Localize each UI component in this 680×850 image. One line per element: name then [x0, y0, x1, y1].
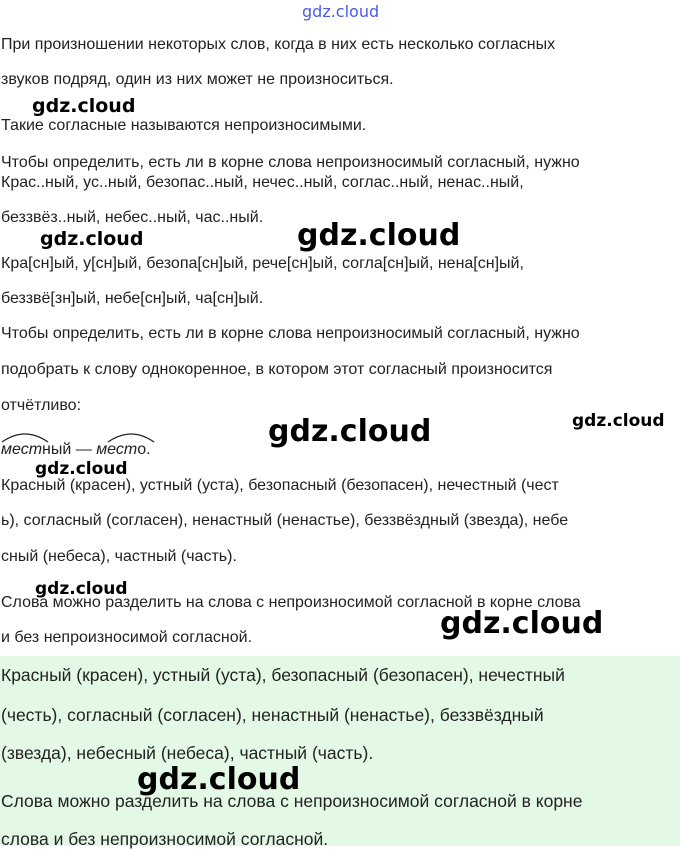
- example-dash: —: [71, 441, 97, 458]
- watermark: gdz.cloud: [572, 411, 665, 431]
- example-root-1: мест: [1, 441, 43, 458]
- rule-line-2: подобрать к слову однокоренное, в котором этот согласный произносится: [1, 361, 553, 378]
- answer-line-2: беззвё[зн]ый, небе[сн]ый, ча[сн]ый.: [1, 290, 264, 307]
- list2-line-3: (звезда), небесный (небеса), частный (часть).: [1, 743, 374, 763]
- summary2-line-2: слова и без непроизносимой согласной.: [1, 829, 329, 849]
- rule-line-1: Чтобы определить, есть ли в корне слова непроизносимый согласный, нужно: [1, 325, 580, 342]
- watermark: gdz.cloud: [35, 579, 128, 599]
- watermark: gdz.cloud: [32, 95, 136, 117]
- watermark: gdz.cloud: [35, 459, 128, 479]
- rule-line-3: отчётливо:: [1, 397, 82, 414]
- watermark-top: gdz.cloud: [302, 2, 380, 21]
- answer-line-1: Кра[сн]ый, у[сн]ый, безопа[сн]ый, рече[сн]ый, согла[сн]ый, нена[сн]ый,: [1, 255, 524, 272]
- summary1-line-2: и без непроизносимой согласной.: [1, 629, 253, 646]
- example-ending-1: ный: [42, 441, 72, 458]
- task-line-1: Крас..ный, ус..ный, безопас..ный, нечес..ный, соглас..ный, ненас..ный,: [1, 174, 524, 191]
- watermark: gdz.cloud: [137, 762, 301, 797]
- watermark: gdz.cloud: [40, 228, 144, 250]
- list2-line-1: Красный (красен), устный (уста), безопасный (безопасен), нечестный: [1, 665, 565, 685]
- list1-line-3: сный (небеса), частный (часть).: [1, 548, 237, 565]
- intro-line-3: Такие согласные называются непроизносимыми.: [1, 117, 367, 134]
- watermark: gdz.cloud: [297, 218, 461, 253]
- intro-line-2: звуков подряд, один из них может не произноситься.: [1, 71, 394, 88]
- task-line-2: беззвёз..ный, небес..ный, час..ный.: [1, 209, 264, 226]
- example-line: [1, 440, 151, 460]
- clipped-text-line: Чтобы определить, есть ли в корне слова непроизносимый согласный, нужно: [1, 154, 580, 171]
- list1-line-1: Красный (красен), устный (уста), безопасный (безопасен), нечестный (чест: [1, 477, 559, 494]
- summary1-line-1: Слова можно разделить на слова с непроизносимой согласной в корне слова: [1, 594, 581, 611]
- example-root-2: мест: [96, 441, 138, 458]
- example-ending-2: о.: [137, 441, 151, 458]
- list1-line-2: ь), согласный (согласен), ненастный (ненастье), беззвёздный (звезда), небе: [1, 512, 569, 529]
- list2-line-2: (честь), согласный (согласен), ненастный (ненастье), беззвёздный: [1, 705, 544, 725]
- intro-line-1: При произношении некоторых слов, когда в них есть несколько согласных: [1, 36, 556, 53]
- watermark: gdz.cloud: [440, 606, 604, 641]
- watermark: gdz.cloud: [268, 414, 432, 449]
- summary2-line-1: Слова можно разделить на слова с непроизносимой согласной в корне: [1, 791, 583, 811]
